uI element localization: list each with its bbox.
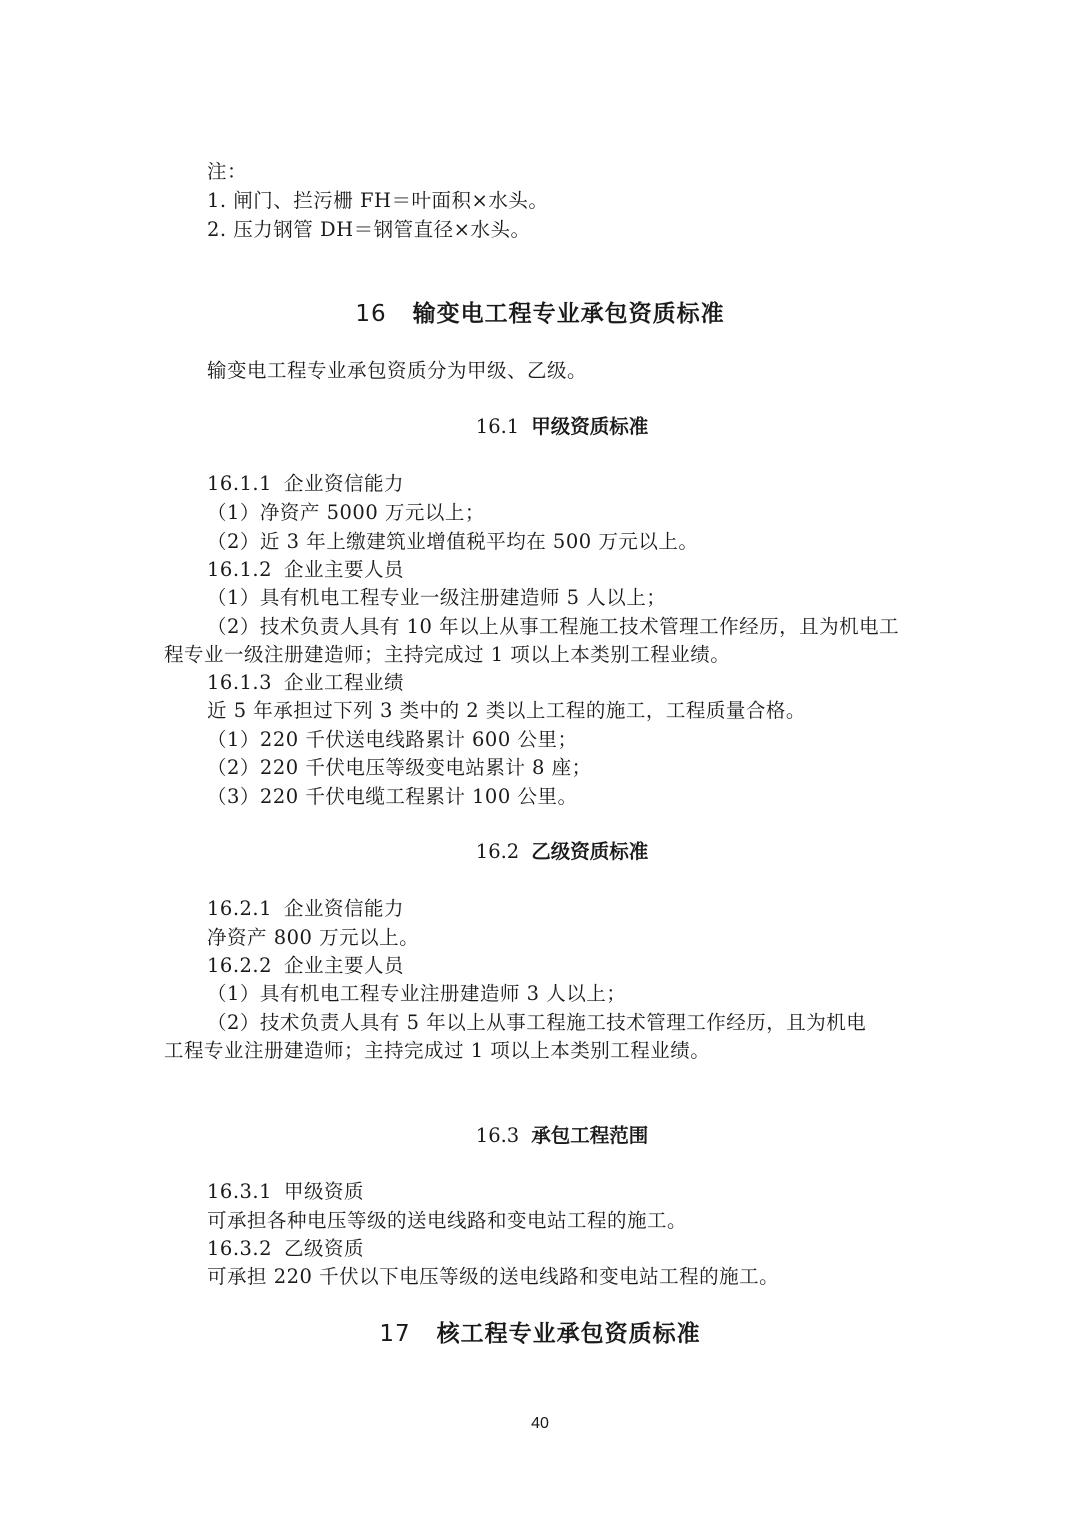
section-heading-17 <box>0 1318 1080 1350</box>
subsection-number: 16.1 <box>475 415 520 438</box>
subsection-title: 承包工程范围 <box>531 1124 649 1147</box>
clause-number: 16.3.2 <box>207 1237 273 1260</box>
clause-title: 企业主要人员 <box>284 954 405 977</box>
subsection-heading-16-3 <box>0 1122 1080 1150</box>
subsection-title: 甲级资质标准 <box>531 415 649 438</box>
clause-title: 甲级资质 <box>284 1180 365 1203</box>
clause-item: 可承担 220 千伏以下电压等级的送电线路和变电站工程的施工。 <box>207 1265 780 1288</box>
clause-heading-16-1-1 <box>207 470 404 498</box>
clause-item: （2）近 3 年上缴建筑业增值税平均在 500 万元以上。 <box>207 530 699 553</box>
clause-item: 可承担各种电压等级的送电线路和变电站工程的施工。 <box>207 1209 688 1232</box>
clause-item: （1）具有机电工程专业一级注册建造师 5 人以上； <box>207 586 667 609</box>
clause-number: 16.1.3 <box>207 671 273 694</box>
section-number: 16 <box>355 301 387 327</box>
clause-item: （2）技术负责人具有 10 年以上从事工程施工技术管理工作经历，且为机电工 <box>207 615 900 638</box>
clause-heading-16-1-3 <box>207 669 404 697</box>
clause-title: 企业工程业绩 <box>284 671 405 694</box>
clause-heading-16-3-2 <box>207 1235 364 1263</box>
clause-number: 16.1.2 <box>207 558 273 581</box>
clause-heading-16-1-2 <box>207 556 404 584</box>
note-item: 1. 闸门、拦污栅 FH＝叶面积×水头。 <box>207 189 549 212</box>
clause-item: （1）具有机电工程专业注册建造师 3 人以上； <box>207 982 627 1005</box>
subsection-number: 16.2 <box>475 840 520 863</box>
subsection-heading-16-1 <box>0 413 1080 441</box>
section-heading-16 <box>0 298 1080 330</box>
clause-title: 企业主要人员 <box>284 558 405 581</box>
subsection-heading-16-2 <box>0 838 1080 866</box>
clause-item: 近 5 年承担过下列 3 类中的 2 类以上工程的施工，工程质量合格。 <box>207 699 806 722</box>
clause-item-continued: 工程专业注册建造师；主持完成过 1 项以上本类别工程业绩。 <box>164 1039 711 1062</box>
clause-number: 16.2.1 <box>207 897 273 920</box>
clause-title: 企业资信能力 <box>284 472 405 495</box>
subsection-number: 16.3 <box>475 1124 520 1147</box>
page-number: 40 <box>531 1415 549 1432</box>
clause-number: 16.1.1 <box>207 472 273 495</box>
section-intro: 输变电工程专业承包资质分为甲级、乙级。 <box>207 359 588 382</box>
clause-heading-16-3-1 <box>207 1178 364 1206</box>
clause-item: 净资产 800 万元以上。 <box>207 926 420 949</box>
clause-item: （2）220 千伏电压等级变电站累计 8 座； <box>207 756 592 779</box>
clause-item: （1）220 千伏送电线路累计 600 公里； <box>207 728 578 751</box>
section-title: 核工程专业承包资质标准 <box>436 1321 701 1347</box>
clause-item: （1）净资产 5000 万元以上； <box>207 501 485 524</box>
note-item: 2. 压力钢管 DH＝钢管直径×水头。 <box>207 218 531 241</box>
clause-item-continued: 程专业一级注册建造师；主持完成过 1 项以上本类别工程业绩。 <box>164 643 731 666</box>
clause-item: （2）技术负责人具有 5 年以上从事工程施工技术管理工作经历，且为机电 <box>207 1011 867 1034</box>
clause-title: 企业资信能力 <box>284 897 405 920</box>
clause-number: 16.2.2 <box>207 954 273 977</box>
notes-heading: 注： <box>207 160 248 183</box>
clause-number: 16.3.1 <box>207 1180 273 1203</box>
clause-title: 乙级资质 <box>284 1237 365 1260</box>
clause-item: （3）220 千伏电缆工程累计 100 公里。 <box>207 785 578 808</box>
clause-heading-16-2-1 <box>207 895 404 923</box>
subsection-title: 乙级资质标准 <box>531 840 649 863</box>
clause-heading-16-2-2 <box>207 952 404 980</box>
section-title: 输变电工程专业承包资质标准 <box>412 301 725 327</box>
section-number: 17 <box>379 1321 411 1347</box>
